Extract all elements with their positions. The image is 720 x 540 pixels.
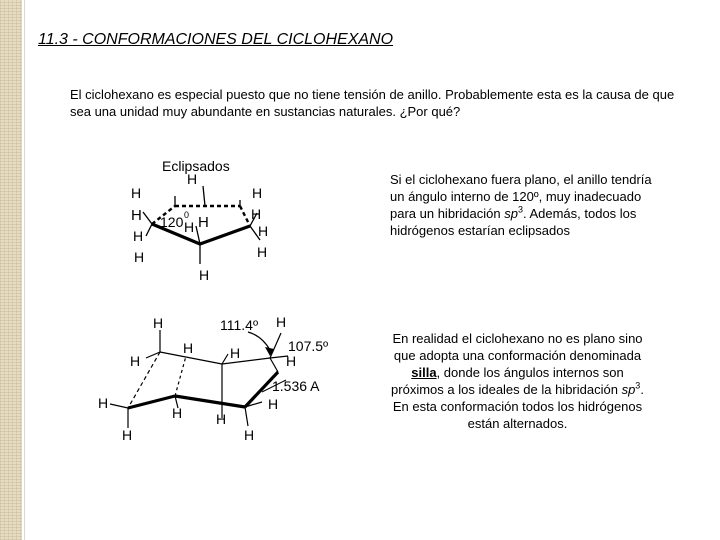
chair-text-middle: , donde los ángulos internos son próximos a los ideales de la hibridación [391,365,624,397]
h-atom: H [134,249,145,265]
sp-exponent: 3 [635,380,641,391]
h-atom: H [131,207,142,224]
angle-value: 120 [160,214,184,230]
chair-text-end: . En esta conformación todos los hidrógenos están alternados. [392,382,644,431]
chair-text-start: En realidad el ciclohexano no es plano sino que adopta una conformación denominada [392,331,643,363]
h-atom: H [276,314,287,330]
page-title: 11.3 - CONFORMACIONES DEL CICLOHEXANO [38,31,394,48]
h-atom: H [153,315,164,331]
h-atom: H [252,185,263,201]
h-atom: H [183,340,194,356]
chair-term: silla [411,365,437,380]
h-atom: H [258,223,269,239]
angle-label-1: 111.4º [220,317,259,333]
h-atom: H [251,206,262,222]
planar-text-start: Si el ciclohexano fuera plano, el anillo tendría un ángulo interno de 120º, muy inadecuado para un hibridación [390,172,652,221]
sp-label: sp [621,382,636,397]
planar-text-end: . Además, todos los hidrógenos estarían eclipsados [390,206,637,238]
h-atom: H [268,396,279,412]
sp-exponent: 3 [517,204,523,215]
h-atom: H [216,411,227,427]
h-atom: H [198,214,209,231]
h-atom: H [187,171,198,187]
h-atom: H [130,353,141,369]
h-atom: H [184,219,195,235]
sp-label: sp [504,206,518,221]
h-atom: H [230,345,241,361]
intro-paragraph: El ciclohexano es especial puesto que no tiene tensión de anillo. Probablemente esta es la causa de que sea una unidad muy abundante en sustancias naturales. ¿Por qué? [70,87,675,119]
h-atom: H [122,427,133,443]
angle-label-2: 107.5º [288,338,329,354]
h-atom: H [286,353,297,369]
h-atom: H [199,267,210,283]
h-atom: H [133,228,144,244]
planar-explanation [390,171,655,239]
angle-degree: 0 [184,210,190,220]
h-atom: H [244,427,255,443]
h-atom: H [98,395,109,411]
h-atom: H [131,185,142,201]
chair-explanation [385,330,650,432]
h-atom: H [257,244,268,260]
eclipsed-label: Eclipsados [162,158,230,174]
bond-length-label: 1.536 A [272,378,320,394]
h-atom: H [172,405,183,421]
